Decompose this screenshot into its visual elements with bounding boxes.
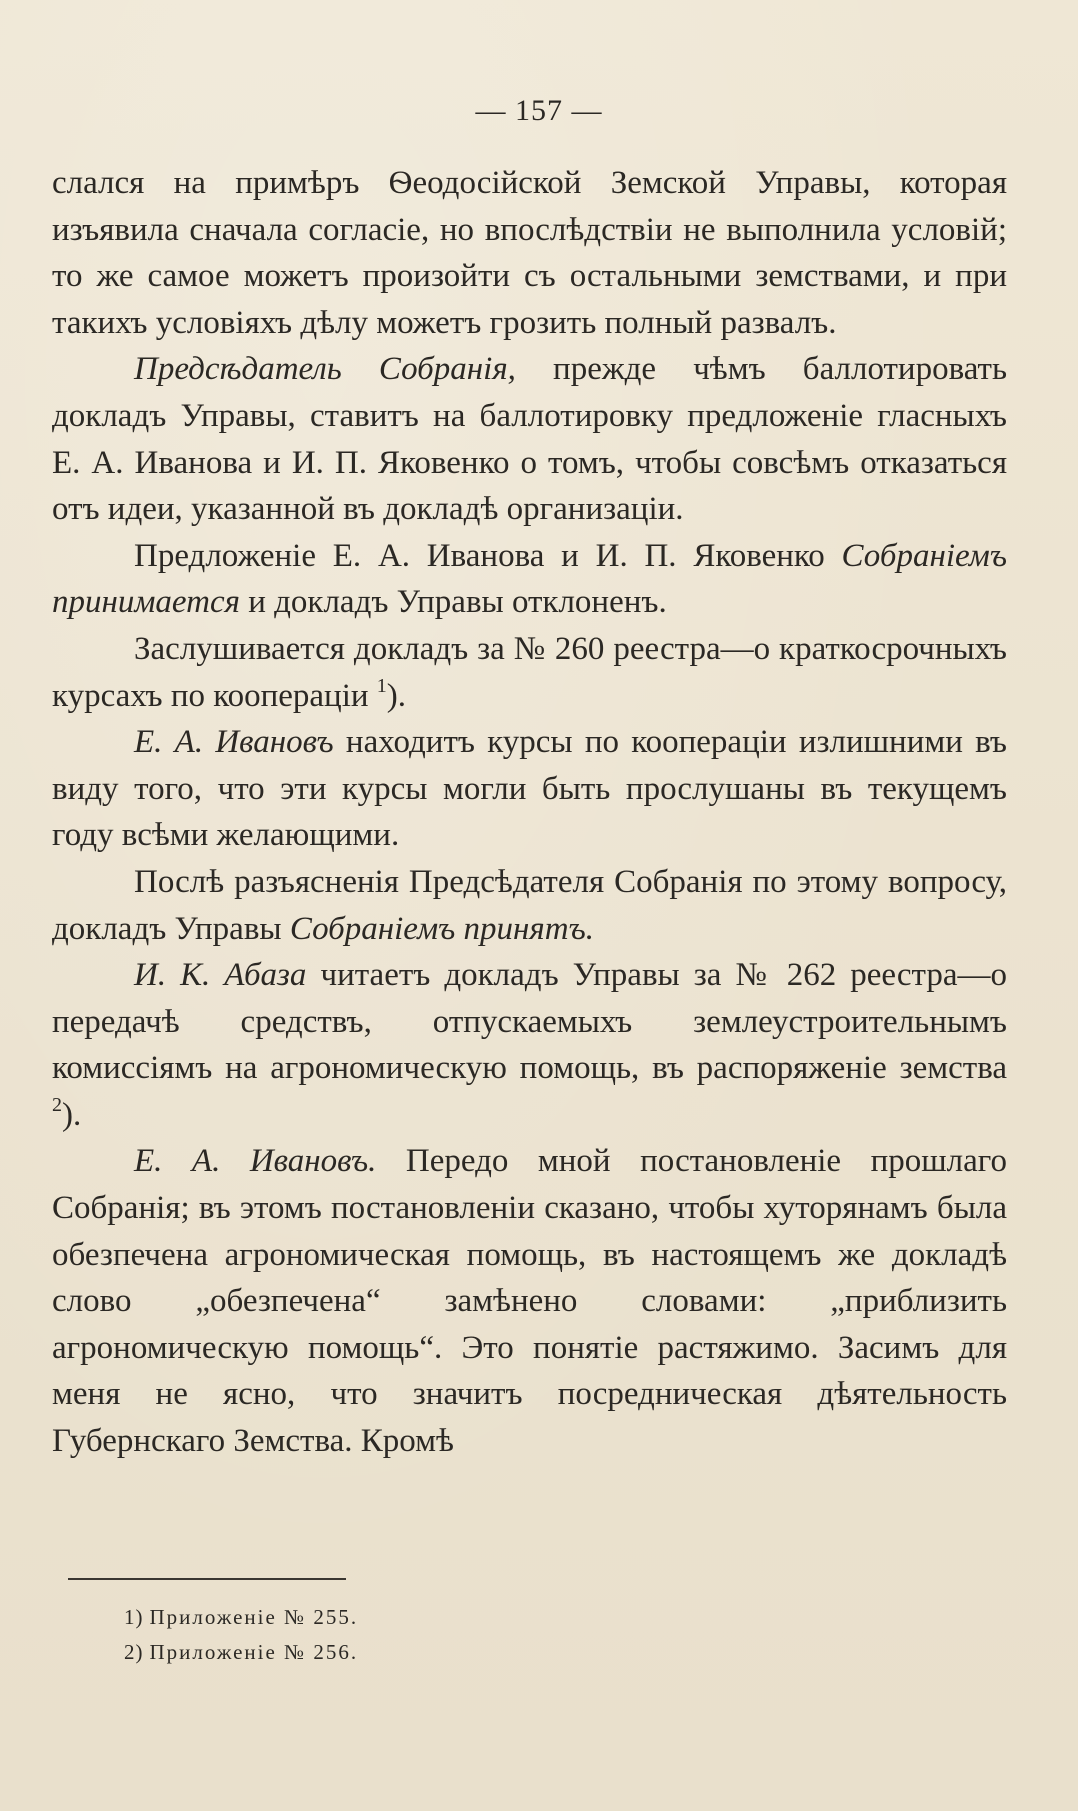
emphasis-text: Собраніемъ принимается <box>52 537 1007 621</box>
paragraph <box>52 346 1007 532</box>
paragraph <box>52 859 1007 952</box>
page-number: — 157 — <box>475 94 603 127</box>
paragraph-text: слался на примѣръ Ѳеодосійской Земской Управы, которая изъявила сначала согласіе, но впослѣдствіи не выполнила условій; то же самое можетъ произойти съ остальными земствами, и при такихъ условіяхъ дѣлу можетъ грозить полный развалъ. <box>52 165 1007 341</box>
speaker-name: Е. А. Ивановъ. <box>134 1143 377 1180</box>
paragraph <box>52 952 1007 1138</box>
footnote-divider <box>68 1578 346 1580</box>
paragraph-text: прежде чѣмъ баллотировать докладъ Управы, ставитъ на баллотировку предложеніе гласныхъ Е. А. Иванова и И. П. Яковенко о томъ, чтобы совсѣмъ отказаться отъ идеи, указанной въ докладѣ организаціи. <box>52 351 1007 528</box>
body-text <box>52 160 1007 1465</box>
paragraph <box>52 626 1007 719</box>
paragraph-text: Передо мной постановленіе прошлаго Собранія; въ этомъ постановленіи сказано, чтобы хуторянамъ была обезпечена агрономическая помощь, въ настоящемъ же докладѣ слово „обезпечена“ замѣнено словами: „приблизить агрономическую помощь“. Это понятіе растяжимо. Засимъ для меня не ясно, что значитъ посредническая дѣятельность Губернскаго Земства. Кромѣ <box>52 1143 1007 1460</box>
paragraph-text: и докладъ Управы отклоненъ. <box>239 584 667 621</box>
footnote-reference: 2 <box>52 1093 62 1116</box>
emphasis-text: Собраніемъ принятъ. <box>289 910 594 947</box>
footnote-reference: 1 <box>376 674 387 697</box>
paragraph-text: Послѣ разъясненія Предсѣдателя Собранія по этому вопросу, докладъ Управы <box>52 863 1007 947</box>
paragraph-text: ). <box>386 677 407 714</box>
footnote <box>124 1635 358 1670</box>
footnote-mark: 2) <box>124 1640 144 1664</box>
paragraph <box>52 1138 1007 1464</box>
footnote <box>124 1600 358 1635</box>
paragraph <box>52 533 1007 626</box>
paragraph-text: Предложеніе Е. А. Иванова и И. П. Яковенко <box>134 537 842 574</box>
footnote-text: Приложеніе № 256. <box>149 1640 359 1664</box>
speaker-name: Е. А. Ивановъ <box>134 724 334 761</box>
footnotes <box>124 1600 358 1670</box>
paragraph-text: находитъ курсы по коопераціи излишними въ виду того, что эти курсы могли быть прослушаны въ текущемъ году всѣми желающими. <box>52 724 1007 854</box>
speaker-name: Предсѣдатель Собранія, <box>134 351 516 388</box>
paragraph-text: читаетъ докладъ Управы за № 262 реестра—о передачѣ средствъ, отпускаемыхъ землеустроительнымъ комиссіямъ на агрономическую помощь, въ распоряженіе земства <box>52 957 1008 1087</box>
footnote-mark: 1) <box>124 1605 144 1629</box>
speaker-name: И. К. Абаза <box>134 957 307 994</box>
paragraph <box>52 160 1007 346</box>
paragraph-text: ). <box>62 1096 82 1133</box>
paragraph <box>52 719 1007 859</box>
footnote-text: Приложеніе № 255. <box>149 1605 359 1629</box>
paragraph-text: Заслушивается докладъ за № 260 реестра—о краткосрочныхъ курсахъ по коопераціи <box>52 630 1007 714</box>
